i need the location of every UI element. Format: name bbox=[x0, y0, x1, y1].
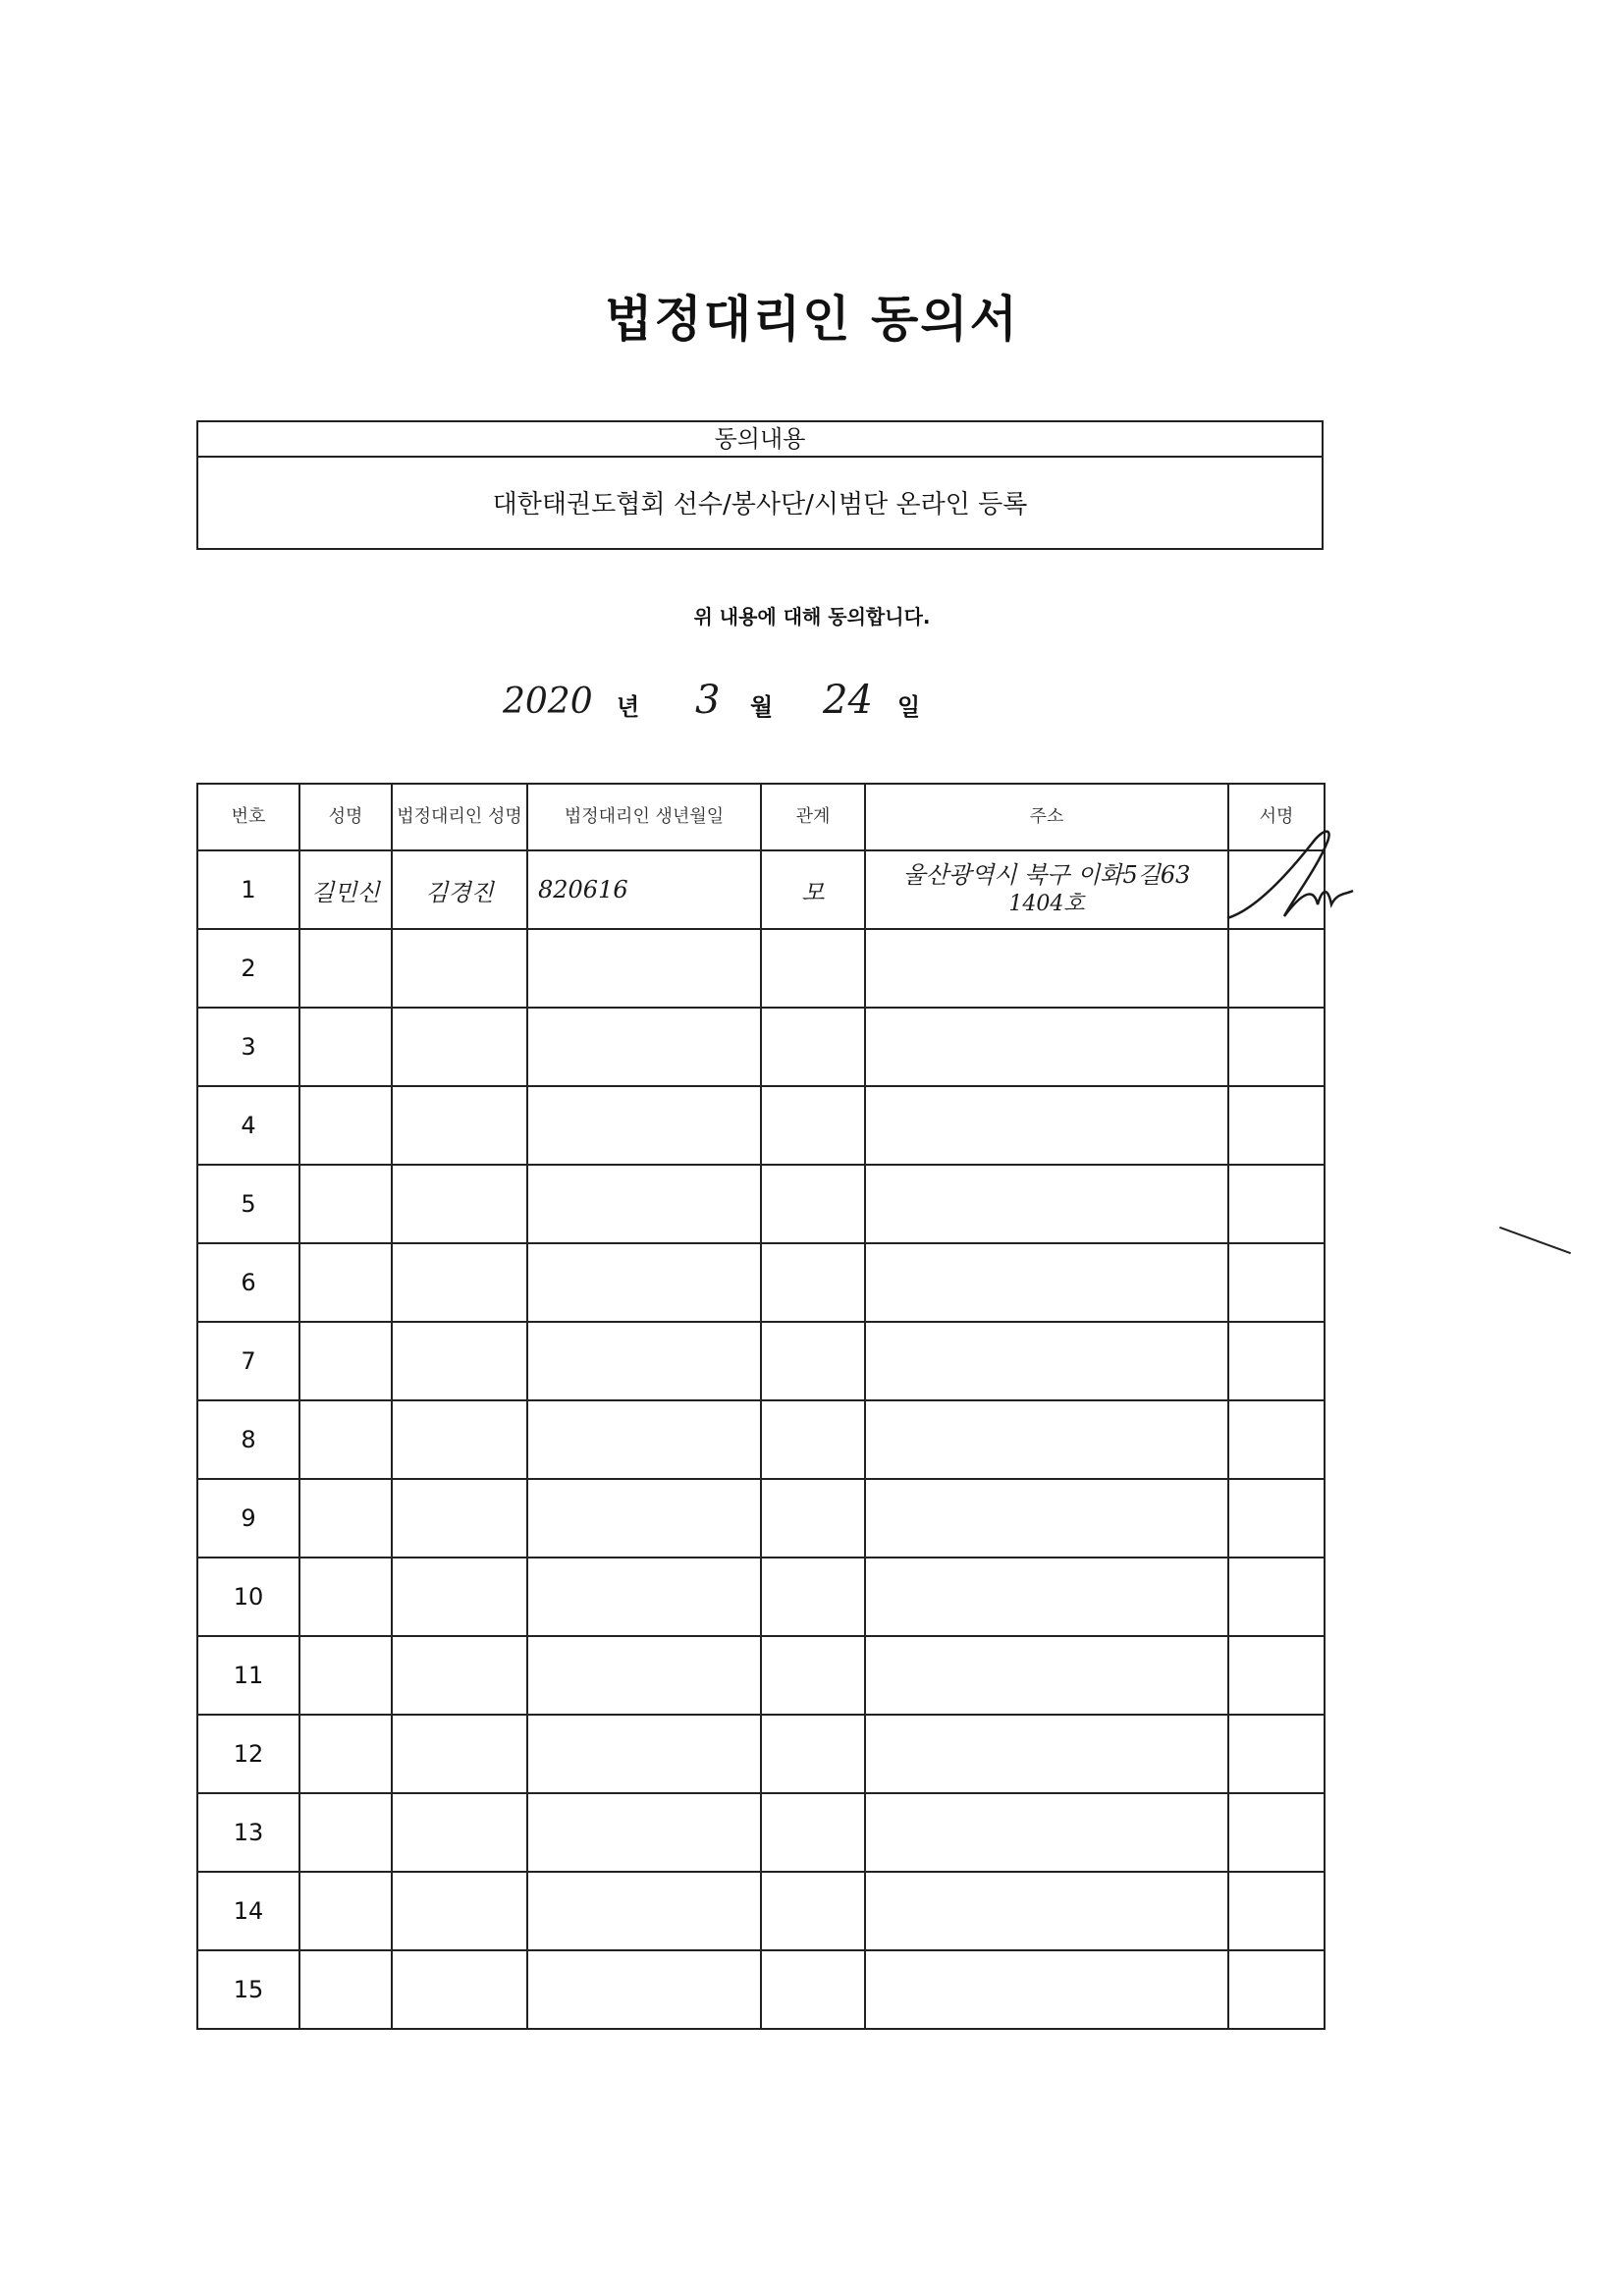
address-line1: 울산광역시 북구 이화5길63 bbox=[902, 861, 1191, 889]
date-day: 24 bbox=[823, 678, 873, 723]
document-title: 법정대리인 동의서 bbox=[605, 291, 1019, 348]
guardian-birthdate: 820616 bbox=[527, 850, 761, 929]
header-address: 주소 bbox=[865, 784, 1228, 850]
signature-scribble bbox=[1223, 822, 1371, 940]
roster-table bbox=[196, 783, 1326, 2030]
consent-header: 동의내용 bbox=[198, 422, 1322, 458]
row-number: 13 bbox=[197, 1793, 299, 1872]
row-number: 9 bbox=[197, 1479, 299, 1558]
header-guardian-name: 법정대리인 성명 bbox=[392, 784, 527, 850]
row-number: 10 bbox=[197, 1558, 299, 1636]
table-row bbox=[197, 1558, 1325, 1636]
row-number: 14 bbox=[197, 1872, 299, 1950]
table-row bbox=[197, 1243, 1325, 1322]
address-line2: 1404호 bbox=[1008, 892, 1085, 916]
address bbox=[865, 850, 1228, 929]
table-header-row bbox=[197, 784, 1325, 850]
row-number: 2 bbox=[197, 929, 299, 1008]
table-row bbox=[197, 850, 1325, 929]
table-row bbox=[197, 1950, 1325, 2029]
table-row bbox=[197, 1322, 1325, 1400]
table-row bbox=[197, 929, 1325, 1008]
table-row bbox=[197, 1165, 1325, 1243]
row-number: 12 bbox=[197, 1715, 299, 1793]
row-number: 11 bbox=[197, 1636, 299, 1715]
date-year-label: 년 bbox=[617, 693, 640, 721]
date-year: 2020 bbox=[503, 682, 593, 722]
student-name: 길민신 bbox=[299, 850, 392, 929]
row-number: 8 bbox=[197, 1400, 299, 1479]
date-line bbox=[0, 678, 1624, 737]
table-row bbox=[197, 1715, 1325, 1793]
row-number: 1 bbox=[197, 850, 299, 929]
guardian-name: 김경진 bbox=[392, 850, 527, 929]
table-row bbox=[197, 1479, 1325, 1558]
table-row bbox=[197, 1872, 1325, 1950]
agree-statement: 위 내용에 대해 동의합니다. bbox=[693, 605, 931, 629]
header-relation: 관계 bbox=[761, 784, 865, 850]
header-number: 번호 bbox=[197, 784, 299, 850]
relation: 모 bbox=[761, 850, 865, 929]
row-number: 5 bbox=[197, 1165, 299, 1243]
date-month: 3 bbox=[695, 678, 721, 723]
roster-body bbox=[197, 850, 1325, 2029]
stray-pen-mark bbox=[1499, 1227, 1571, 1254]
table-row bbox=[197, 1008, 1325, 1086]
date-day-label: 일 bbox=[897, 693, 921, 721]
row-number: 6 bbox=[197, 1243, 299, 1322]
table-row bbox=[197, 1400, 1325, 1479]
table-row bbox=[197, 1086, 1325, 1165]
row-number: 4 bbox=[197, 1086, 299, 1165]
signature-cell bbox=[1228, 850, 1325, 929]
row-number: 7 bbox=[197, 1322, 299, 1400]
table-row bbox=[197, 1636, 1325, 1715]
header-name: 성명 bbox=[299, 784, 392, 850]
row-number: 15 bbox=[197, 1950, 299, 2029]
header-guardian-birthdate: 법정대리인 생년월일 bbox=[527, 784, 761, 850]
header-signature: 서명 bbox=[1228, 784, 1325, 850]
consent-body: 대한태권도협회 선수/봉사단/시범단 온라인 등록 bbox=[492, 490, 1028, 519]
consent-box bbox=[196, 420, 1324, 550]
date-month-label: 월 bbox=[750, 693, 774, 721]
row-number: 3 bbox=[197, 1008, 299, 1086]
table-row bbox=[197, 1793, 1325, 1872]
